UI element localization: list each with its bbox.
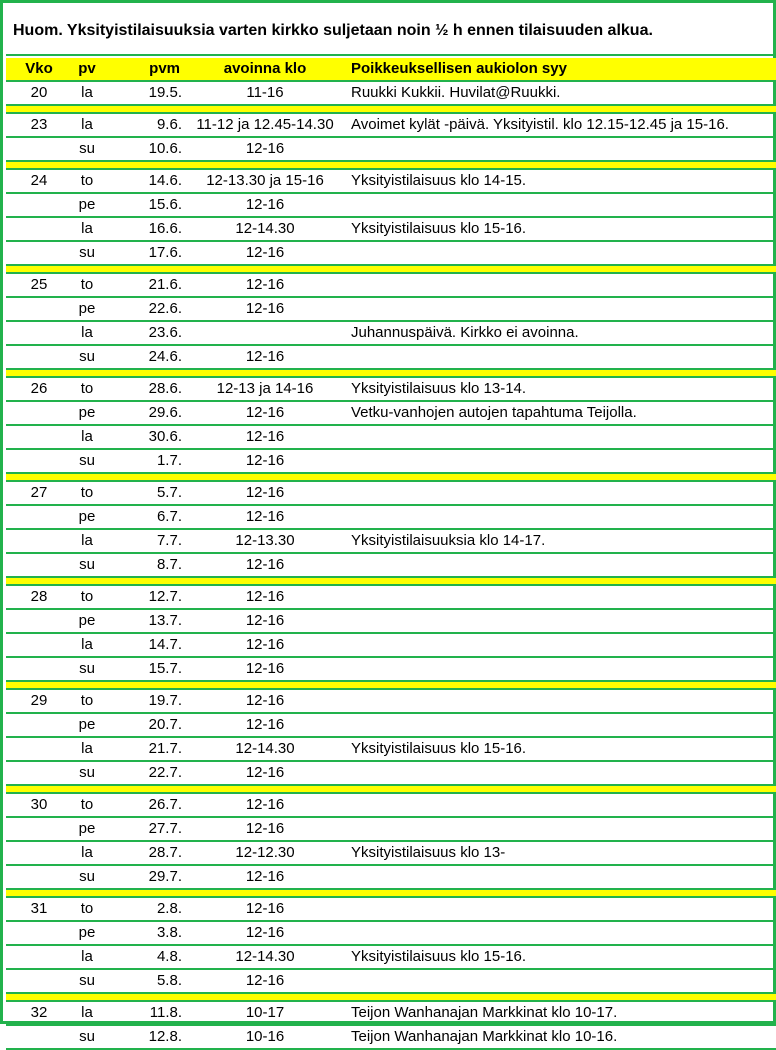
opening-hours: 10-16 <box>245 1028 285 1045</box>
exception-reason <box>351 634 771 656</box>
weekday: su <box>79 452 95 469</box>
table-header <box>6 58 776 82</box>
opening-hours: 12-16 <box>245 244 285 261</box>
opening-hours: 12-16 <box>245 196 285 213</box>
table-row <box>6 922 776 946</box>
opening-hours: 12-16 <box>245 404 285 421</box>
table-row <box>6 402 776 426</box>
notice-text: Huom. Yksityistilaisuuksia varten kirkko suljetaan noin ½ h ennen tilaisuuden alkua. <box>6 6 776 56</box>
table-row <box>6 690 776 714</box>
date: 13.7. <box>148 612 182 629</box>
weekday: to <box>80 484 94 501</box>
exception-reason: Juhannuspäivä. Kirkko ei avoinna. <box>351 324 579 341</box>
week-number: 30 <box>30 796 48 813</box>
date: 22.7. <box>148 764 182 781</box>
header-klo: avoinna klo <box>223 60 307 77</box>
weekday: pe <box>78 196 96 213</box>
table-row <box>6 378 776 402</box>
date: 5.8. <box>156 972 182 989</box>
date: 27.7. <box>148 820 182 837</box>
exception-reason <box>351 194 771 216</box>
opening-hours: 12-16 <box>245 716 285 733</box>
opening-hours: 10-17 <box>245 1004 285 1021</box>
weekday: su <box>79 556 95 573</box>
opening-hours: 12-12.30 <box>235 844 295 861</box>
date: 16.6. <box>148 220 182 237</box>
table-row <box>6 114 776 138</box>
table-row <box>6 194 776 218</box>
exception-reason <box>351 610 771 632</box>
table-row <box>6 866 776 890</box>
weekday: la <box>81 428 93 445</box>
date: 10.6. <box>148 140 182 157</box>
opening-hours: 12-16 <box>245 764 285 781</box>
opening-hours: 12-16 <box>245 612 285 629</box>
date: 5.7. <box>156 484 182 501</box>
weekday: la <box>81 1004 93 1021</box>
weekday: pe <box>78 300 96 317</box>
table-row <box>6 82 776 106</box>
table-row <box>6 450 776 474</box>
opening-hours: 12-16 <box>245 348 285 365</box>
header-pv: pv <box>78 60 96 77</box>
table-row <box>6 298 776 322</box>
opening-hours: 12-16 <box>245 868 285 885</box>
exception-reason <box>351 426 771 448</box>
table-row <box>6 530 776 554</box>
table-row <box>6 218 776 242</box>
week-number: 24 <box>30 172 48 189</box>
date: 29.6. <box>148 404 182 421</box>
exception-reason <box>351 586 771 608</box>
exception-reason <box>351 554 771 576</box>
opening-hours: 12-16 <box>245 924 285 941</box>
date: 19.5. <box>148 84 182 101</box>
date: 28.6. <box>148 380 182 397</box>
weekday: pe <box>78 924 96 941</box>
weekday: to <box>80 900 94 917</box>
table-row <box>6 898 776 922</box>
date: 28.7. <box>148 844 182 861</box>
table-row <box>6 346 776 370</box>
exception-reason: Teijon Wanhanajan Markkinat klo 10-17. <box>351 1004 618 1021</box>
weekday: pe <box>78 716 96 733</box>
date: 12.8. <box>148 1028 182 1045</box>
exception-reason: Avoimet kylät -päivä. Yksityistil. klo 12.15-12.45 ja 15-16. <box>351 116 729 133</box>
weekday: to <box>80 276 94 293</box>
weekday: la <box>81 740 93 757</box>
weekday: la <box>81 116 93 133</box>
date: 15.7. <box>148 660 182 677</box>
opening-hours: 12-16 <box>245 140 285 157</box>
table-row <box>6 1002 776 1026</box>
table-row <box>6 274 776 298</box>
date: 2.8. <box>156 900 182 917</box>
header-pvm: pvm <box>149 60 180 77</box>
week-separator <box>6 370 776 378</box>
date: 19.7. <box>148 692 182 709</box>
opening-hours: 12-16 <box>245 556 285 573</box>
exception-reason <box>351 794 771 816</box>
table-row <box>6 714 776 738</box>
weekday: to <box>80 588 94 605</box>
table-row <box>6 610 776 634</box>
exception-reason: Yksityistilaisuus klo 13-14. <box>351 380 527 397</box>
date: 4.8. <box>156 948 182 965</box>
table-row <box>6 138 776 162</box>
week-number: 32 <box>30 1004 48 1021</box>
week-separator <box>6 106 776 114</box>
weekday: la <box>81 844 93 861</box>
weekday: la <box>81 532 93 549</box>
week-number: 29 <box>30 692 48 709</box>
week-number: 20 <box>30 84 48 101</box>
week-number: 25 <box>30 276 48 293</box>
weekday: la <box>81 636 93 653</box>
date: 30.6. <box>148 428 182 445</box>
opening-hours: 12-16 <box>245 900 285 917</box>
date: 8.7. <box>156 556 182 573</box>
opening-hours: 12-16 <box>245 972 285 989</box>
weekday: pe <box>78 404 96 421</box>
exception-reason <box>351 658 771 680</box>
weekday: su <box>79 868 95 885</box>
date: 17.6. <box>148 244 182 261</box>
opening-hours: 12-16 <box>245 428 285 445</box>
opening-hours: 12-16 <box>245 692 285 709</box>
opening-hours: 12-14.30 <box>235 740 295 757</box>
date: 23.6. <box>148 324 182 341</box>
weekday: to <box>80 380 94 397</box>
date: 9.6. <box>156 116 182 133</box>
opening-hours: 12-14.30 <box>235 948 295 965</box>
header-syy: Poikkeuksellisen aukiolon syy <box>351 60 567 77</box>
weekday: su <box>79 244 95 261</box>
date: 11.8. <box>149 1004 182 1021</box>
opening-hours: 12-13 ja 14-16 <box>216 380 314 397</box>
weekday: su <box>79 660 95 677</box>
date: 21.6. <box>148 276 182 293</box>
date: 21.7. <box>148 740 182 757</box>
date: 22.6. <box>148 300 182 317</box>
table-row <box>6 818 776 842</box>
date: 1.7. <box>156 452 182 469</box>
exception-reason <box>351 866 771 888</box>
table-row <box>6 482 776 506</box>
date: 14.7. <box>148 636 182 653</box>
exception-reason <box>351 818 771 840</box>
week-separator <box>6 994 776 1002</box>
opening-hours: 12-16 <box>245 636 285 653</box>
week-separator <box>6 578 776 586</box>
exception-reason: Yksityistilaisuus klo 15-16. <box>351 220 527 237</box>
table-row <box>6 634 776 658</box>
opening-hours: 12-13.30 ja 15-16 <box>206 172 324 189</box>
week-number: 27 <box>30 484 48 501</box>
opening-hours: 12-16 <box>245 452 285 469</box>
table-row <box>6 322 776 346</box>
week-separator <box>6 682 776 690</box>
date: 3.8. <box>156 924 182 941</box>
opening-hours: 12-16 <box>245 820 285 837</box>
exception-reason <box>351 346 771 368</box>
date: 14.6. <box>148 172 182 189</box>
week-number: 31 <box>30 900 48 917</box>
weekday: la <box>81 220 93 237</box>
weekday: la <box>81 948 93 965</box>
exception-reason: Ruukki Kukkii. Huvilat@Ruukki. <box>351 84 561 101</box>
week-separator <box>6 786 776 794</box>
exception-reason: Teijon Wanhanajan Markkinat klo 10-16. <box>351 1028 618 1045</box>
exception-reason <box>351 298 771 320</box>
exception-reason <box>351 138 771 160</box>
weekday: la <box>81 324 93 341</box>
opening-hours: 11-16 <box>246 84 284 101</box>
exception-reason <box>351 450 771 472</box>
exception-reason <box>351 242 771 264</box>
exception-reason <box>351 922 771 944</box>
week-separator <box>6 266 776 274</box>
exception-reason: Yksityistilaisuus klo 14-15. <box>351 172 527 189</box>
date: 26.7. <box>148 796 182 813</box>
opening-hours: 11-12 ja 12.45-14.30 <box>196 116 334 133</box>
table-row <box>6 554 776 578</box>
table-row <box>6 658 776 682</box>
opening-hours: 12-16 <box>245 484 285 501</box>
exception-reason <box>351 506 771 528</box>
date: 7.7. <box>156 532 182 549</box>
opening-hours: 12-16 <box>245 588 285 605</box>
date: 24.6. <box>148 348 182 365</box>
opening-hours: 12-13.30 <box>235 532 295 549</box>
weekday: su <box>79 348 95 365</box>
week-number: 26 <box>30 380 48 397</box>
opening-hours: 12-16 <box>245 796 285 813</box>
table-row <box>6 170 776 194</box>
table-row <box>6 738 776 762</box>
table-row <box>6 794 776 818</box>
weekday: su <box>79 1028 95 1045</box>
exception-reason <box>351 274 771 296</box>
week-number: 23 <box>30 116 48 133</box>
opening-hours: 12-16 <box>245 276 285 293</box>
table-row <box>6 586 776 610</box>
weekday: to <box>80 796 94 813</box>
exception-reason: Yksityistilaisuus klo 15-16. <box>351 948 527 965</box>
date: 20.7. <box>148 716 182 733</box>
week-separator <box>6 162 776 170</box>
weekday: su <box>79 764 95 781</box>
table-row <box>6 762 776 786</box>
week-separator <box>6 474 776 482</box>
weekday: su <box>79 972 95 989</box>
weekday: pe <box>78 820 96 837</box>
opening-hours: 12-16 <box>245 300 285 317</box>
exception-reason: Yksityistilaisuus klo 13- <box>351 844 506 861</box>
exception-reason <box>351 690 771 712</box>
week-number: 28 <box>30 588 48 605</box>
exception-reason: Yksityistilaisuuksia klo 14-17. <box>351 532 546 549</box>
opening-hours: 12-16 <box>245 660 285 677</box>
date: 6.7. <box>156 508 182 525</box>
opening-hours: 12-16 <box>245 508 285 525</box>
table-row <box>6 1026 776 1050</box>
weekday: pe <box>78 508 96 525</box>
exception-reason <box>351 898 771 920</box>
table-row <box>6 506 776 530</box>
opening-hours <box>191 322 339 344</box>
weekday: to <box>80 172 94 189</box>
exception-reason <box>351 482 771 504</box>
date: 15.6. <box>148 196 182 213</box>
exception-reason: Yksityistilaisuus klo 15-16. <box>351 740 527 757</box>
table-row <box>6 842 776 866</box>
week-separator <box>6 890 776 898</box>
exception-reason: Vetku-vanhojen autojen tapahtuma Teijolla. <box>351 404 637 421</box>
weekday: to <box>80 692 94 709</box>
exception-reason <box>351 714 771 736</box>
date: 29.7. <box>148 868 182 885</box>
weekday: pe <box>78 612 96 629</box>
table-row <box>6 426 776 450</box>
exception-reason <box>351 970 771 992</box>
table-row <box>6 970 776 994</box>
table-row <box>6 946 776 970</box>
opening-hours: 12-14.30 <box>235 220 295 237</box>
weekday: la <box>81 84 93 101</box>
header-vko: Vko <box>25 60 53 77</box>
weekday: su <box>79 140 95 157</box>
date: 12.7. <box>148 588 182 605</box>
exception-reason <box>351 762 771 784</box>
table-row <box>6 242 776 266</box>
